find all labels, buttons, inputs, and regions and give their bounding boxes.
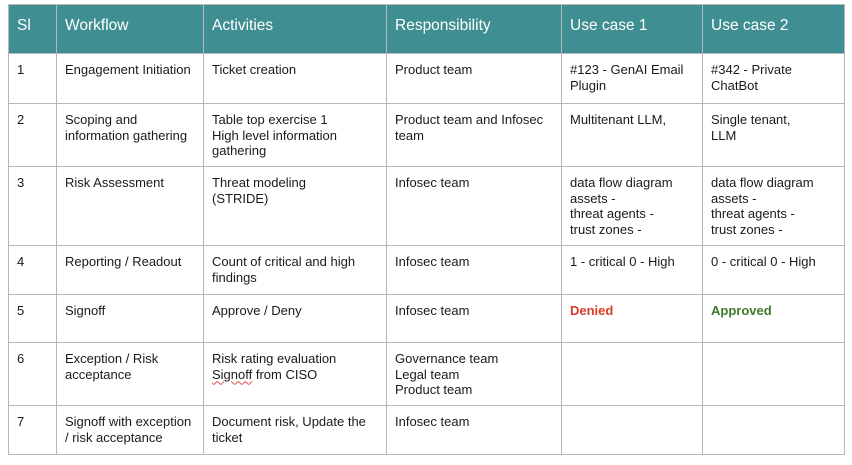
cell-text: / risk acceptance: [65, 429, 163, 445]
cell-responsibility: [387, 167, 562, 246]
cell-text: Signoff: [65, 303, 106, 318]
cell-use-case-2: [703, 104, 845, 167]
cell-text: 1 - critical 0 - High: [570, 254, 675, 269]
cell-text: threat agents -: [570, 206, 654, 221]
status-denied: Denied: [570, 303, 614, 318]
cell-text: Product team: [395, 62, 473, 77]
cell-workflow: [57, 406, 204, 455]
cell-text: assets -: [711, 190, 757, 206]
cell-use-case-2: [703, 167, 845, 246]
cell-activities: [204, 246, 387, 295]
cell-text: information gathering: [65, 127, 188, 143]
cell-workflow: [57, 343, 204, 406]
header-responsibility: Responsibility: [387, 5, 562, 54]
table-row: [9, 343, 845, 406]
cell-text: LLM: [711, 127, 737, 143]
cell-text: Product team: [395, 382, 473, 397]
cell-use-case-1: [562, 295, 703, 343]
cell-text: Scoping and: [65, 112, 138, 127]
cell-text: High level information: [212, 127, 338, 143]
cell-sl: 3: [9, 167, 57, 246]
table-row: [9, 295, 845, 343]
table-row: [9, 246, 845, 295]
header-use-case-1: Use case 1: [562, 5, 703, 54]
cell-use-case-2: [703, 343, 845, 406]
cell-text: Threat modeling: [212, 175, 306, 190]
cell-use-case-1: [562, 406, 703, 455]
cell-text: Exception / Risk: [65, 351, 159, 366]
cell-text: Governance team: [395, 351, 499, 366]
cell-text: Signoff with exception: [65, 414, 192, 429]
workflow-table-container: [8, 4, 845, 455]
spellcheck-word: Signoff: [212, 366, 253, 382]
cell-responsibility: [387, 343, 562, 406]
table-row: [9, 54, 845, 104]
cell-text: Multitenant LLM,: [570, 112, 667, 127]
status-approved: Approved: [711, 303, 772, 318]
cell-text: #342 - Private: [711, 62, 792, 77]
cell-activities: [204, 406, 387, 455]
cell-text: data flow diagram: [711, 175, 814, 190]
cell-responsibility: [387, 246, 562, 295]
cell-workflow: [57, 54, 204, 104]
cell-use-case-1: [562, 104, 703, 167]
header-use-case-2: Use case 2: [703, 5, 845, 54]
cell-workflow: [57, 167, 204, 246]
cell-text: Single tenant,: [711, 112, 791, 127]
cell-text: Reporting / Readout: [65, 254, 182, 269]
cell-responsibility: [387, 295, 562, 343]
cell-activities: [204, 104, 387, 167]
cell-sl: 4: [9, 246, 57, 295]
cell-text: #123 - GenAI Email: [570, 62, 684, 77]
cell-text: Document risk, Update the: [212, 414, 366, 429]
cell-text: Plugin: [570, 77, 607, 93]
workflow-table: [8, 4, 845, 455]
cell-use-case-1: [562, 246, 703, 295]
table-row: [9, 406, 845, 455]
cell-text: Count of critical and high: [212, 254, 356, 269]
cell-text: trust zones -: [711, 221, 783, 237]
cell-text: Risk rating evaluation: [212, 351, 337, 366]
cell-text: Infosec team: [395, 175, 470, 190]
cell-text: Infosec team: [395, 303, 470, 318]
cell-text: gathering: [212, 143, 267, 158]
cell-use-case-1: [562, 167, 703, 246]
cell-text: Product team and Infosec: [395, 112, 544, 127]
cell-text: findings: [212, 269, 257, 285]
cell-activities: [204, 167, 387, 246]
cell-text: data flow diagram: [570, 175, 673, 190]
cell-text: team: [395, 127, 424, 143]
cell-use-case-2: [703, 246, 845, 295]
cell-use-case-1: [562, 54, 703, 104]
cell-sl: 2: [9, 104, 57, 167]
cell-text: Approve / Deny: [212, 303, 302, 318]
cell-text: trust zones -: [570, 221, 642, 237]
cell-text: threat agents -: [711, 206, 795, 221]
cell-use-case-2: [703, 54, 845, 104]
header-sl: Sl: [9, 5, 57, 54]
cell-text: ticket: [212, 429, 243, 445]
cell-text-line: [212, 367, 378, 383]
cell-text: Risk Assessment: [65, 175, 164, 190]
cell-text: Ticket creation: [212, 62, 297, 77]
cell-text: Legal team: [395, 366, 460, 382]
cell-activities: [204, 54, 387, 104]
cell-text: (STRIDE): [212, 190, 269, 206]
table-row: [9, 104, 845, 167]
header-activities: Activities: [204, 5, 387, 54]
cell-text: Infosec team: [395, 414, 470, 429]
cell-text: assets -: [570, 190, 616, 206]
cell-text: from CISO: [252, 366, 318, 382]
cell-responsibility: [387, 54, 562, 104]
cell-text: Table top exercise 1: [212, 112, 328, 127]
cell-responsibility: [387, 406, 562, 455]
cell-activities: [204, 295, 387, 343]
cell-text: acceptance: [65, 366, 132, 382]
cell-use-case-2: [703, 406, 845, 455]
cell-workflow: [57, 295, 204, 343]
cell-workflow: [57, 104, 204, 167]
table-row: [9, 167, 845, 246]
cell-workflow: [57, 246, 204, 295]
cell-sl: 6: [9, 343, 57, 406]
cell-use-case-1: [562, 343, 703, 406]
cell-sl: 5: [9, 295, 57, 343]
cell-activities: [204, 343, 387, 406]
header-row: [9, 5, 845, 54]
cell-text: Engagement Initiation: [65, 62, 191, 77]
cell-text: 0 - critical 0 - High: [711, 254, 816, 269]
cell-text: Infosec team: [395, 254, 470, 269]
cell-use-case-2: [703, 295, 845, 343]
header-workflow: Workflow: [57, 5, 204, 54]
cell-sl: 1: [9, 54, 57, 104]
cell-sl: 7: [9, 406, 57, 455]
cell-responsibility: [387, 104, 562, 167]
cell-text: ChatBot: [711, 77, 758, 93]
